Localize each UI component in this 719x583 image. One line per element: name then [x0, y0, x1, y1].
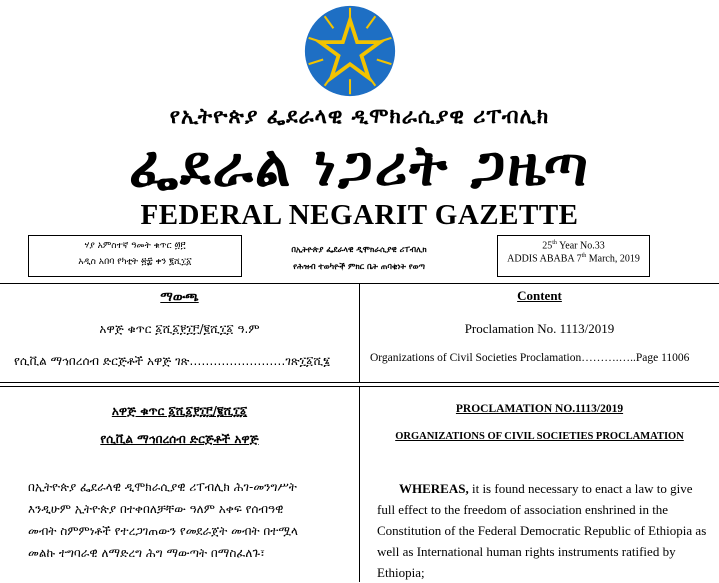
preamble-eng-line: well as International human rights instruments ratified by — [377, 544, 676, 559]
contents-bottom-rule — [0, 382, 719, 383]
preamble-eng-line: Constitution of the Federal Democratic Republic of Ethiopia as — [377, 523, 707, 538]
whereas-lead: WHEREAS, — [399, 481, 469, 496]
issue-year-number-amh: ሃያ አምስተኛ ዓመት ቁጥር ፴፫ — [84, 241, 186, 251]
preamble-eng-line: Ethiopia; — [377, 565, 425, 580]
column-divider-bottom — [359, 386, 360, 582]
preamble-amh-line: እንዲሁም ኢትዮጵያ በተቀበለቻቸው ዓለም አቀፍ የሰብዓዊ — [28, 502, 284, 516]
preamble-eng — [377, 478, 707, 583]
issue-info-right-box — [497, 235, 650, 277]
preamble-eng-line: WHEREAS, it is found necessary to enact a law to give — [399, 481, 693, 496]
proclamation-heading-amh: አዋጅ ቁጥር ፩ሺ፩፻፲፫/፪ሺ፲፩ — [111, 404, 248, 418]
contents-proclamation-eng: Proclamation No. 1113/2019 — [464, 321, 615, 336]
proclamation-heading-eng: PROCLAMATION NO.1113/2019 — [455, 403, 624, 415]
preamble-amh-line: መልኩ ተግባራዊ ለማድረግ ሕግ ማውጣት በማስፈለጉ፣ — [28, 546, 265, 560]
proclamation-title-amh: የሲቪል ማኅበረሰብ ድርጅቶች አዋጅ — [100, 432, 259, 446]
issuer-line-2-amh: የሕዝብ ተወካዮች ምክር ቤት ጠባቂነት የወጣ — [293, 262, 425, 271]
preamble-amh — [28, 476, 350, 564]
contents-heading-eng: Content — [517, 288, 562, 303]
preamble-eng-line: full effect to the freedom of association enshrined in the — [377, 502, 669, 517]
issue-info-left-box — [28, 235, 242, 277]
preamble-amh-line: መብት ስምምነቶች የተረጋገጠውን የመደራጀት መብት በተሟላ — [28, 524, 298, 538]
proclamation-title-eng: ORGANIZATIONS OF CIVIL SOCIETIES PROCLAMATION — [395, 431, 684, 442]
contents-heading-amh: ማውጫ — [160, 290, 199, 305]
english-gazette-title: FEDERAL NEGARIT GAZETTE — [140, 199, 579, 231]
issue-date-amh: አዲስ አበባ የካቲት ፳፰ ቀን ፪ሺ፲፩ — [78, 257, 192, 267]
issue-year-number-eng: 25th Year No.33 — [542, 240, 605, 252]
preamble-amh-line: በኢትዮጵያ ፌደራላዊ ዲሞክራሲያዊ ሪፐብሊክ ሕገ-መንግሥት — [28, 480, 297, 494]
issuer-line-1-amh: በኢትዮጵያ ፌደራላዊ ዲሞክራሲያዊ ሪፐብሊክ — [291, 245, 427, 254]
ethiopian-emblem-icon — [303, 4, 397, 98]
contents-proclamation-amh: አዋጅ ቁጥር ፩ሺ፩፻፲፫/፪ሺ፲፩ ዓ.ም — [99, 322, 260, 336]
amharic-gazette-title: ፌደራል ነጋሪት ጋዜጣ — [129, 134, 590, 199]
amharic-republic-title: የኢትዮጵያ ፌደራላዊ ዲሞክራሲያዊ ሪፐብሊክ — [169, 104, 550, 128]
issue-date-eng: ADDIS ABABA 7th March, 2019 — [507, 253, 640, 265]
contents-entry-amh: የሲቪል ማኅበረሰብ ድርጅቶች አዋጅ ገጽ……………………ገጽ፲፩ሺ፮ — [14, 354, 331, 368]
contents-entry-eng: Organizations of Civil Societies Proclamation……….…..Page 11006 — [370, 352, 690, 364]
